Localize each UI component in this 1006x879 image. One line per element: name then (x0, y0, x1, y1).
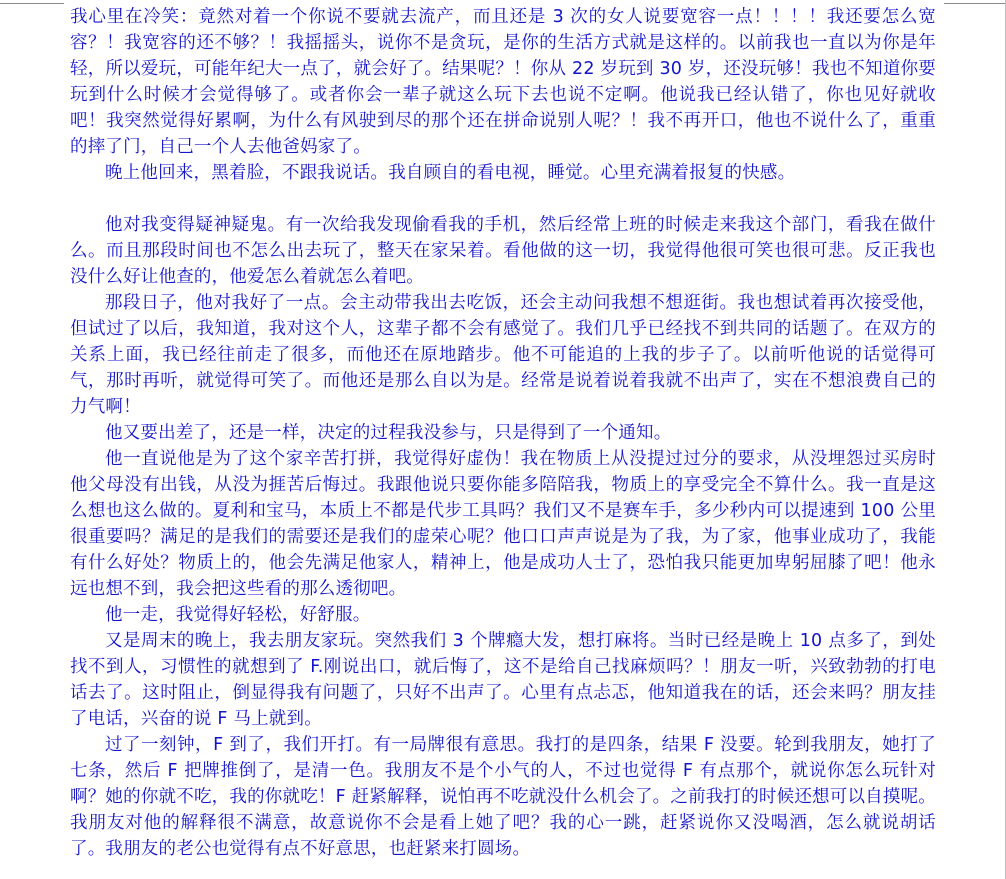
paragraph: 他一走，我觉得好轻松，好舒服。 (105, 605, 371, 625)
paragraph: 他又要出差了，还是一样，决定的过程我没参与，只是得到了一个通知。 (105, 423, 672, 443)
paragraph: 过了一刻钟，F 到了，我们开打。有一局牌很有意思。我打的是四条，结果 F 没要。轮到我朋友，她打了七条，然后 F 把牌推倒了，是清一色。我朋友不是个小气的人，不过也觉得 F 有点那个，就说你怎么玩针对啊？她的你就不吃，我的你就吃！F 赶紧解释，说怕再不吃就没什么机会了。之前我打的时候还想可以自摸呢。我朋友对他的解释很不满意，故意说你不会是看上她了吧？我的心一跳，赶紧说你又没喝酒，怎么就说胡话了。我朋友的老公也觉得有点不好意思，也赶紧来打圆场。 (70, 735, 936, 859)
blank-line (70, 186, 936, 212)
document-body[interactable] (70, 4, 936, 862)
paragraph: 那段日子，他对我好了一点。会主动带我出去吃饭，还会主动问我想不想逛街。我也想试着再次接受他，但试过了以后，我知道，我对这个人，这辈子都不会有感觉了。我们几乎已经找不到共同的话题了。在双方的关系上面，我已经往前走了很多，而他还在原地踏步。他不可能追的上我的步子了。以前听他说的话觉得可气，那时再听，就觉得可笑了。而他还是那么自以为是。经常是说着说着我就不出声了，实在不想浪费自己的力气啊！ (70, 293, 936, 417)
paragraph: 他对我变得疑神疑鬼。有一次给我发现偷看我的手机，然后经常上班的时候走来我这个部门，看我在做什么。而且那段时间也不怎么出去玩了，整天在家呆着。看他做的这一切，我觉得他很可笑也很可悲。反正我也没什么好让他查的，他爱怎么着就怎么着吧。 (70, 215, 936, 287)
paragraph: 晚上他回来，黑着脸，不跟我说话。我自顾自的看电视，睡觉。心里充满着报复的快感。 (105, 163, 796, 183)
page-corner-mark-right (944, 0, 1006, 4)
paragraph: 又是周末的晚上，我去朋友家玩。突然我们 3 个牌瘾大发，想打麻将。当时已经是晚上 10 点多了，到处找不到人，习惯性的就想到了 F.刚说出口，就后悔了，这不是给自己找麻烦吗？！朋友一听，兴致勃勃的打电话去了。这时阻止，倒显得我有问题了，只好不出声了。心里有点忐忑，他知道我在的话，还会来吗？朋友挂了电话，兴奋的说 F 马上就到。 (70, 631, 936, 729)
paragraph: 他一直说他是为了这个家辛苦打拼，我觉得好虚伪！我在物质上从没提过过分的要求，从没埋怨过买房时他父母没有出钱，从没为捱苦后悔过。我跟他说只要你能多陪陪我，物质上的享受完全不算什么。我一直是这么想也这么做的。夏利和宝马，本质上不都是代步工具吗？我们又不是赛车手，多少秒内可以提速到 100 公里很重要吗？满足的是我们的需要还是我们的虚荣心呢？他口口声声说是为了我，为了家，他事业成功了，我能有什么好处？物质上的，他会先满足他家人，精神上，他是成功人士了，恐怕我只能更加卑躬屈膝了吧！他永远也想不到，我会把这些看的那么透彻吧。 (70, 449, 936, 599)
paragraph: 我心里在冷笑：竟然对着一个你说不要就去流产，而且还是 3 次的女人说要宽容一点！！！！我还要怎么宽容？！我宽容的还不够？！我摇摇头，说你不是贪玩，是你的生活方式就是这样的。以前我也一直以为你是年轻，所以爱玩，可能年纪大一点了，就会好了。结果呢？！你从 22 岁玩到 30 岁，还没玩够！我也不知道你要玩到什么时候才会觉得够了。或者你会一辈子就这么玩下去也说不定啊。他说我已经认错了，你也见好就收吧！我突然觉得好累啊，为什么有风驶到尽的那个还在拼命说别人呢？！我不再开口，他也不说什么了，重重的摔了门，自己一个人去他爸妈家了。 (70, 7, 936, 157)
page-corner-mark-left (0, 0, 64, 4)
